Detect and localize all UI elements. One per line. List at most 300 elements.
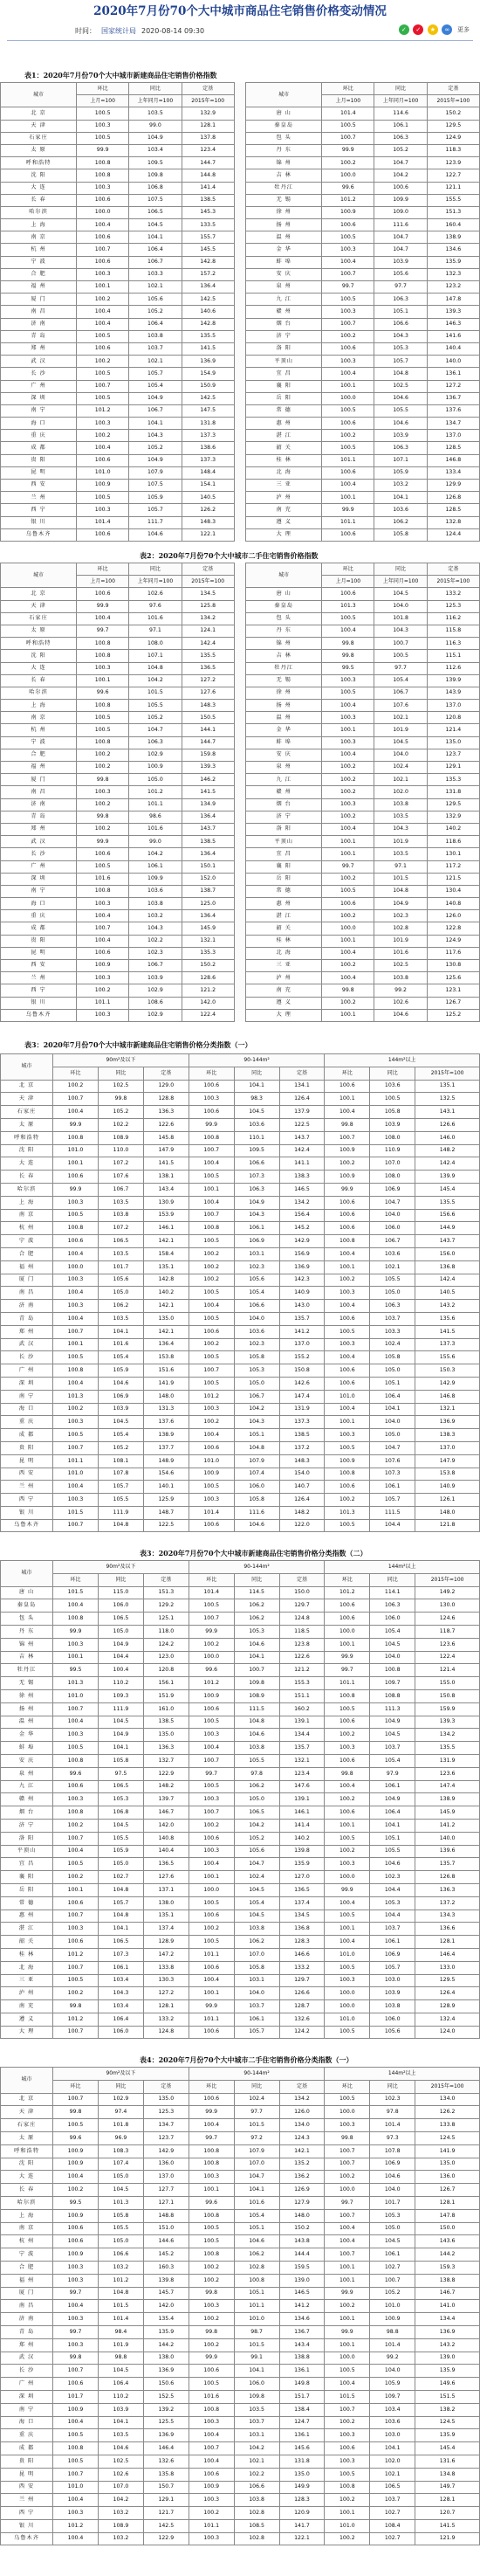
value-cell: 103.6: [129, 885, 182, 897]
value-cell: 105.4: [370, 1625, 415, 1638]
value-cell: 141.5: [415, 2519, 480, 2532]
value-cell: 100.5: [325, 1702, 370, 1716]
value-cell: 100.5: [53, 1858, 99, 1871]
value-cell: 104.9: [98, 1729, 143, 1742]
value-cell: 154.0: [279, 1468, 325, 1481]
value-cell: 145.4: [415, 1183, 480, 1196]
city-cell: 上 海: [1, 2209, 53, 2222]
value-cell: 100.8: [189, 2209, 234, 2222]
value-cell: 100.2: [189, 1416, 234, 1429]
value-cell: 99.9: [189, 1625, 234, 1638]
value-cell: 135.9: [415, 2429, 480, 2442]
value-cell: 100.6: [77, 528, 129, 541]
table-row: [1, 2209, 480, 2222]
value-cell: 139.0: [415, 2352, 480, 2365]
value-cell: 127.6: [182, 687, 234, 699]
col-header-mom: 环比: [77, 83, 129, 95]
table3a-section: [0, 1038, 480, 1052]
value-cell: 99.7: [325, 1664, 370, 1677]
value-cell: 100.9: [322, 206, 374, 218]
value-cell: 99.6: [53, 1767, 99, 1780]
value-cell: 103.6: [374, 504, 427, 516]
value-cell: 100.8: [325, 2481, 370, 2494]
value-cell: 141.5: [182, 786, 234, 798]
value-cell: 100.5: [322, 294, 374, 306]
value-cell: 101.0: [325, 2013, 370, 2026]
value-cell: 100.2: [325, 1157, 370, 1171]
value-cell: 99.9: [325, 2325, 370, 2338]
value-cell: 127.2: [427, 380, 479, 392]
value-cell: 125.1: [143, 1613, 189, 1626]
value-cell: 148.0: [279, 2209, 325, 2222]
value-cell: 100.8: [77, 650, 129, 662]
value-cell: 142.5: [182, 294, 234, 306]
value-cell: 105.8: [98, 1754, 143, 1767]
value-cell: 105.4: [129, 380, 182, 392]
value-cell: 100.9: [370, 2313, 415, 2326]
value-cell: 148.4: [182, 466, 234, 479]
city-cell: 银 川: [1, 997, 77, 1009]
value-cell: 100.2: [325, 2532, 370, 2545]
value-cell: 100.4: [322, 823, 374, 835]
value-cell: 105.7: [129, 368, 182, 380]
value-cell: 105.6: [234, 1274, 279, 1287]
value-cell: 102.6: [129, 588, 182, 600]
value-cell: 132.6: [143, 2455, 189, 2468]
value-cell: 105.0: [98, 1625, 143, 1638]
value-cell: 105.1: [374, 306, 427, 318]
city-cell: 徐 州: [246, 687, 322, 699]
value-cell: 100.2: [322, 330, 374, 342]
value-cell: 138.6: [182, 442, 234, 454]
city-cell: 呼和浩特: [1, 157, 77, 169]
value-cell: 137.0: [143, 2171, 189, 2184]
value-cell: 108.4: [370, 2519, 415, 2532]
value-cell: 103.5: [374, 848, 427, 860]
value-cell: 144.2: [143, 2338, 189, 2352]
value-cell: 110.9: [370, 1144, 415, 1157]
table-row: [1, 1832, 480, 1845]
value-cell: 123.1: [427, 984, 479, 997]
value-cell: 160.3: [143, 2261, 189, 2274]
value-cell: 100.8: [325, 1468, 370, 1481]
value-cell: 145.9: [182, 922, 234, 935]
city-cell: 北 海: [1, 1961, 53, 1974]
value-cell: 137.1: [143, 1883, 189, 1896]
value-cell: 100.5: [77, 368, 129, 380]
value-cell: 135.3: [182, 947, 234, 959]
value-cell: 101.7: [98, 1260, 143, 1274]
value-cell: 136.8: [415, 1260, 480, 1274]
value-cell: 100.9: [325, 1454, 370, 1468]
value-cell: 100.2: [77, 762, 129, 774]
value-cell: 107.8: [370, 2144, 415, 2158]
value-cell: 100.4: [53, 2171, 99, 2184]
table3b: [0, 1560, 480, 2039]
value-cell: 108.1: [98, 1454, 143, 1468]
value-cell: 129.1: [427, 762, 479, 774]
value-cell: 99.6: [77, 687, 129, 699]
value-cell: 153.8: [143, 1351, 189, 1364]
value-cell: 101.5: [53, 1506, 99, 1519]
value-cell: 102.0: [374, 786, 427, 798]
value-cell: 125.3: [143, 2106, 189, 2119]
value-cell: 106.4: [98, 2013, 143, 2026]
value-cell: 107.0: [370, 1157, 415, 1171]
value-cell: 104.6: [98, 1377, 143, 1390]
city-cell: 赣 州: [246, 306, 322, 318]
value-cell: 105.8: [370, 1106, 415, 1119]
table4a: [0, 2067, 480, 2545]
value-cell: 137.2: [415, 1896, 480, 1910]
value-cell: 126.7: [415, 2184, 480, 2197]
value-cell: 138.0: [143, 1896, 189, 1910]
value-cell: 104.5: [234, 1883, 279, 1896]
share-more-label[interactable]: 更多: [457, 26, 470, 33]
city-cell: 南 宁: [1, 885, 77, 897]
value-cell: 100.4: [53, 2532, 99, 2545]
value-cell: 102.3: [370, 1871, 415, 1884]
value-cell: 136.1: [279, 2365, 325, 2378]
value-cell: 141.0: [415, 2300, 480, 2313]
value-cell: 137.3: [182, 454, 234, 466]
value-cell: 100.3: [53, 1729, 99, 1742]
value-cell: 100.6: [322, 418, 374, 430]
table-row: [1, 2390, 480, 2403]
value-cell: 136.9: [415, 1416, 480, 1429]
col-sub-base: 2015年=100: [415, 1573, 480, 1586]
value-cell: 135.3: [427, 774, 479, 786]
header-row: [1, 1561, 480, 1574]
value-cell: 138.9: [415, 1793, 480, 1806]
value-cell: 102.2: [98, 1118, 143, 1131]
table-row: [1, 2248, 480, 2262]
value-cell: 100.5: [325, 1961, 370, 1974]
value-cell: 156.1: [143, 1677, 189, 1690]
value-cell: 104.7: [374, 231, 427, 244]
value-cell: 100.7: [53, 2468, 99, 2481]
value-cell: 106.3: [370, 1599, 415, 1613]
value-cell: 100.2: [77, 798, 129, 811]
value-cell: 97.1: [129, 625, 182, 637]
value-cell: 132.4: [415, 2013, 480, 2026]
source-link[interactable]: 国家统计局: [101, 27, 136, 35]
value-cell: 151.7: [279, 2390, 325, 2403]
city-cell: 青 岛: [1, 1312, 53, 1325]
header-row: [1, 1054, 480, 1067]
value-cell: 100.4: [53, 1599, 99, 1613]
value-cell: 106.3: [234, 1183, 279, 1196]
table4a-title: 表4：2020年7月份70个大中城市二手住宅销售价格分类指数（一）: [140, 2055, 353, 2064]
value-cell: 122.1: [279, 2532, 325, 2545]
value-cell: 100.1: [53, 1651, 99, 1664]
value-cell: 142.4: [415, 1157, 480, 1171]
value-cell: 124.2: [143, 1638, 189, 1651]
value-cell: 100.5: [189, 1599, 234, 1613]
city-cell: 唐 山: [246, 107, 322, 120]
value-cell: 140.8: [143, 1832, 189, 1845]
subheader-row: [1, 1573, 480, 1586]
city-cell: 贵 阳: [1, 935, 77, 947]
value-cell: 104.1: [98, 1923, 143, 1936]
value-cell: 101.0: [189, 1454, 234, 1468]
city-cell: 吉 林: [1, 1651, 53, 1664]
value-cell: 100.1: [322, 380, 374, 392]
value-cell: 97.7: [374, 662, 427, 674]
value-cell: 103.6: [370, 2416, 415, 2429]
value-cell: 125.3: [427, 600, 479, 612]
value-cell: 100.5: [53, 1209, 99, 1222]
wechat-icon[interactable]: ✓: [399, 24, 409, 35]
value-cell: 105.2: [129, 712, 182, 724]
city-cell: 泸 州: [246, 492, 322, 504]
value-cell: 101.0: [325, 2519, 370, 2532]
value-cell: 99.9: [77, 600, 129, 612]
city-cell: 南 京: [1, 231, 77, 244]
table-row: [1, 1871, 480, 1884]
value-cell: 106.3: [374, 294, 427, 306]
city-cell: 长 春: [1, 674, 77, 687]
city-cell: 合 肥: [1, 268, 77, 280]
link-icon[interactable]: ∞: [442, 24, 452, 35]
value-cell: 100.6: [189, 2026, 234, 2039]
value-cell: 121.9: [415, 2532, 480, 2545]
value-cell: 97.1: [374, 860, 427, 873]
value-cell: 114.5: [234, 1586, 279, 1599]
value-cell: 136.5: [279, 1883, 325, 1896]
value-cell: 100.3: [322, 306, 374, 318]
value-cell: 100.6: [189, 1832, 234, 1845]
value-cell: 105.7: [234, 2026, 279, 2039]
value-cell: 105.2: [370, 2287, 415, 2300]
value-cell: 101.6: [129, 823, 182, 835]
value-cell: 101.8: [98, 2119, 143, 2132]
value-cell: 126.0: [427, 910, 479, 922]
value-cell: 101.5: [53, 1586, 99, 1599]
col-header-city: 城市: [1, 563, 77, 588]
value-cell: 131.8: [427, 786, 479, 798]
city-cell: 福 州: [1, 762, 77, 774]
value-cell: 126.4: [279, 1494, 325, 1507]
value-cell: 126.6: [279, 1987, 325, 2000]
value-cell: 147.2: [143, 1948, 189, 1961]
value-cell: 102.8: [234, 2261, 279, 2274]
value-cell: 141.2: [415, 1819, 480, 1832]
city-cell: 金 华: [246, 724, 322, 736]
col-sub-yoy: 同比: [234, 1573, 279, 1586]
value-cell: 106.6: [234, 2481, 279, 2494]
table-row: [1, 1093, 480, 1106]
table-row: [1, 1936, 480, 1949]
table-row: [1, 2494, 480, 2507]
table-row: [1, 1754, 480, 1767]
value-cell: 100.5: [77, 712, 129, 724]
city-cell: 济 南: [1, 2313, 53, 2326]
value-cell: 109.0: [374, 206, 427, 218]
value-cell: 150.2: [427, 107, 479, 120]
value-cell: 100.5: [53, 2119, 99, 2132]
value-cell: 100.2: [322, 157, 374, 169]
city-cell: 洛 阳: [1, 1832, 53, 1845]
value-cell: 100.2: [322, 873, 374, 885]
value-cell: 135.7: [279, 1312, 325, 1325]
value-cell: 102.8: [234, 2507, 279, 2520]
table3a: [0, 1053, 480, 1532]
value-cell: 135.7: [279, 1742, 325, 1755]
value-cell: 128.1: [415, 2196, 480, 2209]
value-cell: 134.6: [279, 2313, 325, 2326]
col-sub-yoy: 同比: [370, 2080, 415, 2093]
weibo-icon[interactable]: ✓: [413, 24, 423, 35]
city-cell: 呼和浩特: [1, 638, 77, 650]
value-cell: 141.1: [279, 1157, 325, 1171]
value-cell: 105.7: [129, 504, 182, 516]
value-cell: 104.2: [234, 2442, 279, 2455]
value-cell: 105.6: [129, 294, 182, 306]
value-cell: 104.1: [98, 2416, 143, 2429]
value-cell: 106.1: [370, 1936, 415, 1949]
value-cell: 104.5: [374, 588, 427, 600]
city-cell: 惠 州: [246, 418, 322, 430]
value-cell: 134.3: [415, 1910, 480, 1923]
value-cell: 106.5: [234, 1806, 279, 1820]
value-cell: 100.4: [325, 1247, 370, 1260]
value-cell: 151.5: [415, 2390, 480, 2403]
value-cell: 143.9: [427, 687, 479, 699]
value-cell: 106.0: [234, 2378, 279, 2391]
value-cell: 126.8: [427, 492, 479, 504]
value-cell: 100.0: [325, 1987, 370, 2000]
city-cell: 长 春: [1, 2184, 53, 2197]
city-cell: 丹 东: [1, 1625, 53, 1638]
value-cell: 138.3: [279, 1171, 325, 1184]
city-cell: 北 京: [1, 1080, 53, 1093]
value-cell: 138.5: [279, 1429, 325, 1442]
value-cell: 105.0: [129, 774, 182, 786]
value-cell: 104.5: [234, 1910, 279, 1923]
value-cell: 104.1: [129, 418, 182, 430]
value-cell: 136.6: [415, 1923, 480, 1936]
value-cell: 106.5: [98, 1780, 143, 1793]
value-cell: 99.7: [189, 1767, 234, 1780]
city-cell: 沈 阳: [1, 650, 77, 662]
value-cell: 102.1: [374, 774, 427, 786]
value-cell: 134.4: [279, 1729, 325, 1742]
city-cell: 徐 州: [246, 206, 322, 218]
value-cell: 99.8: [325, 1118, 370, 1131]
value-cell: 142.0: [143, 1819, 189, 1832]
value-cell: 111.9: [98, 1702, 143, 1716]
value-cell: 100.5: [325, 1519, 370, 1532]
value-cell: 104.6: [370, 1858, 415, 1871]
value-cell: 107.3: [370, 1468, 415, 1481]
value-cell: 100.1: [53, 1883, 99, 1896]
value-cell: 122.9: [143, 2532, 189, 2545]
value-cell: 101.0: [370, 2300, 415, 2313]
value-cell: 145.2: [279, 1222, 325, 1235]
city-cell: 常 德: [246, 885, 322, 897]
value-cell: 103.1: [234, 1247, 279, 1260]
col-sub-mom: 环比: [53, 2080, 99, 2093]
col-header-base: 定基: [182, 563, 234, 576]
value-cell: 159.3: [415, 2261, 480, 2274]
table-row: [1, 1183, 480, 1196]
value-cell: 100.4: [189, 1157, 234, 1171]
value-cell: 103.7: [234, 2000, 279, 2013]
value-cell: 103.7: [370, 2494, 415, 2507]
value-cell: 100.2: [189, 2507, 234, 2520]
city-cell: 烟 台: [246, 318, 322, 330]
value-cell: 103.7: [129, 342, 182, 355]
value-cell: 137.6: [427, 404, 479, 417]
col-sub-mom: 环比: [325, 1067, 370, 1080]
value-cell: 100.3: [53, 1300, 99, 1313]
value-cell: 99.8: [322, 638, 374, 650]
value-cell: 155.6: [415, 1351, 480, 1364]
table-row: [1, 2378, 480, 2391]
gap-cell: [234, 83, 245, 542]
value-cell: 100.6: [325, 1196, 370, 1209]
value-cell: 99.9: [325, 1651, 370, 1664]
city-cell: 兰 州: [1, 492, 77, 504]
value-cell: 106.9: [370, 1948, 415, 1961]
value-cell: 101.0: [325, 1948, 370, 1961]
city-cell: 南 京: [1, 1209, 53, 1222]
value-cell: 100.6: [77, 947, 129, 959]
value-cell: 120.9: [279, 2507, 325, 2520]
city-cell: 郑 州: [1, 2338, 53, 2352]
value-cell: 100.1: [322, 836, 374, 848]
value-cell: 102.6: [374, 997, 427, 1009]
city-cell: 兰 州: [1, 1481, 53, 1494]
value-cell: 101.8: [374, 612, 427, 625]
qzone-icon[interactable]: ★: [428, 24, 438, 35]
value-cell: 146.5: [279, 1183, 325, 1196]
value-cell: 97.6: [129, 600, 182, 612]
value-cell: 122.5: [279, 1118, 325, 1131]
value-cell: 104.7: [374, 244, 427, 256]
value-cell: 101.1: [322, 454, 374, 466]
value-cell: 151.6: [143, 1364, 189, 1378]
value-cell: 101.2: [189, 1390, 234, 1403]
value-cell: 100.2: [77, 749, 129, 761]
value-cell: 100.1: [325, 2338, 370, 2352]
value-cell: 99.8: [322, 650, 374, 662]
value-cell: 136.1: [427, 368, 479, 380]
city-cell: 沈 阳: [1, 2158, 53, 2171]
value-cell: 104.3: [129, 922, 182, 935]
value-cell: 100.8: [189, 2144, 234, 2158]
value-cell: 134.6: [427, 244, 479, 256]
value-cell: 100.2: [189, 2338, 234, 2352]
value-cell: 134.8: [415, 2468, 480, 2481]
value-cell: 128.7: [279, 2000, 325, 2013]
value-cell: 150.7: [143, 2481, 189, 2494]
value-cell: 100.2: [325, 2300, 370, 2313]
value-cell: 101.0: [53, 1468, 99, 1481]
value-cell: 114.1: [370, 1586, 415, 1599]
value-cell: 136.2: [279, 2171, 325, 2184]
table-row: [1, 1586, 480, 1599]
value-cell: 106.0: [234, 1481, 279, 1494]
value-cell: 105.3: [374, 342, 427, 355]
table4a-section: [0, 2053, 480, 2067]
table-row: [1, 1171, 480, 1184]
value-cell: 105.9: [374, 466, 427, 479]
value-cell: 100.7: [53, 1519, 99, 1532]
value-cell: 150.8: [279, 1364, 325, 1378]
value-cell: 105.0: [98, 1287, 143, 1300]
